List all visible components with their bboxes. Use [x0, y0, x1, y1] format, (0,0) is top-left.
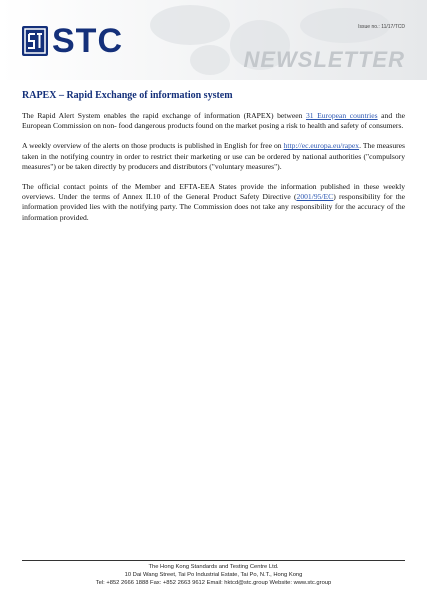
paragraph-text: A weekly overview of the alerts on those products is published in English for free on	[22, 141, 284, 151]
paragraph-text: . The measures taken in the notifying country in order to restrict their marketing or use can be ordered by national authorities ("compulsory measures") or be taken directly by producers and distributors ("voluntary measures").	[22, 141, 405, 171]
european-countries-link[interactable]: 31 European countries	[305, 111, 378, 120]
paragraph-text: ) responsibility for the information provided lies with the notifying party. The Commission does not take any responsibility for the accuracy of the information provided.	[22, 192, 405, 222]
stc-logo	[22, 22, 123, 60]
article-body	[22, 111, 405, 233]
paragraph-text: and the European Commission on non- food dangerous products found on the market posing a risk to health and safety of consumers.	[22, 111, 405, 131]
stc-emblem-icon	[22, 26, 48, 56]
paragraph-3	[22, 182, 405, 223]
rapex-url-link[interactable]: http://ec.europa.eu/rapex	[283, 141, 360, 151]
directive-link[interactable]: 2001/95/EC	[296, 192, 334, 202]
paragraph-text: The Rapid Alert System enables the rapid exchange of information (RAPEX) between	[22, 111, 306, 120]
paragraph-text: The official contact points of the Member and EFTA-EEA States provide the information published in these weekly overviews. Under the terms of Annex II.10 of the General Product Safety Directive (	[22, 182, 405, 202]
company-address: 10 Dai Wang Street, Tai Po Industrial Estate, Tai Po, N.T., Hong Kong	[124, 572, 303, 578]
footer-divider	[22, 560, 405, 561]
newsletter-header	[0, 0, 427, 80]
paragraph-1	[22, 111, 405, 131]
page-footer	[0, 563, 427, 587]
company-name: The Hong Kong Standards and Testing Centre Ltd.	[148, 564, 279, 570]
contact-info: Tel: +852 2666 1888 Fax: +852 2663 9612 Email: hktcd@stc.group Website: www.stc.group	[95, 580, 332, 586]
issue-number: Issue no.: 11/17/TCD	[358, 24, 405, 30]
newsletter-label: NEWSLETTER	[243, 47, 405, 72]
article-title: RAPEX – Rapid Exchange of information system	[22, 90, 233, 101]
world-map-decoration	[190, 45, 230, 75]
paragraph-2	[22, 141, 405, 172]
world-map-decoration	[150, 5, 230, 45]
logo-wordmark: STC	[52, 22, 123, 60]
